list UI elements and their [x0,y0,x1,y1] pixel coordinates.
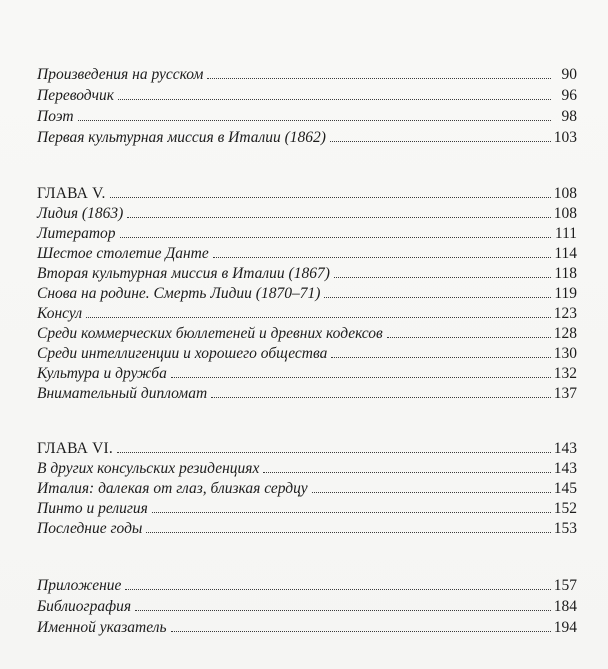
toc-entry-page: 143 [553,459,577,477]
toc-entry [37,381,577,401]
toc-entry [37,221,577,241]
toc-entry-page: 143 [553,439,577,457]
toc-entry [37,83,577,103]
toc-entry [37,573,577,593]
toc-entry-page: 111 [554,224,577,242]
toc-chapter-heading [37,436,577,456]
toc-entry-page: 96 [561,86,577,104]
toc-leader-dots [146,532,551,533]
toc-entry-page: 90 [561,65,577,83]
toc-leader-dots [125,589,551,590]
toc-leader-dots [207,78,551,79]
toc-entry-page: 132 [553,364,577,382]
toc-entry [37,261,577,281]
toc-leader-dots [135,610,551,611]
toc-entry-title: Поэт [37,107,74,125]
toc-leader-dots [263,472,551,473]
toc-entry [37,594,577,614]
toc-leader-dots [324,297,551,298]
toc-entry [37,301,577,321]
toc-entry-title: Приложение [37,576,122,594]
toc-entry-page: 184 [553,597,577,615]
toc-entry [37,241,577,261]
toc-entry-page: 153 [553,519,577,537]
toc-entry [37,281,577,301]
toc-entry-page: 157 [553,576,577,594]
toc-entry [37,125,577,145]
toc-entry-title: В других консульских резиденциях [37,459,260,477]
toc-leader-dots [120,237,551,238]
toc-entry-page: 108 [553,184,577,202]
toc-entry [37,104,577,124]
toc-leader-dots [117,452,551,453]
toc-entry-title: Вторая культурная миссия в Италии (1867) [37,264,330,282]
toc-leader-dots [118,99,551,100]
toc-leader-dots [211,397,551,398]
toc-entry [37,456,577,476]
toc-entry-title: Шестое столетие Данте [37,244,209,262]
toc-entry-page: 118 [554,264,577,282]
toc-entry [37,516,577,536]
toc-leader-dots [152,512,551,513]
toc-entry [37,201,577,221]
toc-entry-page: 103 [553,128,577,146]
toc-leader-dots [110,197,551,198]
toc-entry [37,476,577,496]
toc-entry [37,361,577,381]
toc-entry-title: Внимательный дипломат [37,384,208,402]
bleed-through-text [0,146,608,159]
toc-entry-title: Культура и дружба [37,364,167,382]
toc-entry-title: Среди интеллигенции и хорошего общества [37,344,328,362]
toc-entry-title: Консул [37,304,83,322]
toc-entry-page: 119 [554,284,577,302]
toc-leader-dots [331,357,551,358]
toc-leader-dots [213,257,551,258]
toc-leader-dots [86,317,551,318]
toc-entry-title: Именной указатель [37,618,167,636]
toc-entry-page: 137 [553,384,577,402]
toc-entry-page: 152 [553,499,577,517]
toc-entry-page: 114 [554,244,577,262]
toc-entry [37,341,577,361]
toc-entry-title: Лидия (1863) [37,204,124,222]
toc-entry [37,62,577,82]
toc-leader-dots [171,631,551,632]
toc-leader-dots [78,120,551,121]
toc-leader-dots [334,277,551,278]
toc-entry-title: Произведения на русском [37,65,204,83]
toc-entry-title: Первая культурная миссия в Италии (1862) [37,128,326,146]
toc-entry-title: Италия: далекая от глаз, близкая сердцу [37,479,308,497]
toc-entry-title: Снова на родине. Смерть Лидии (1870–71) [37,284,321,302]
toc-leader-dots [127,217,551,218]
toc-entry-title: Пинто и религия [37,499,148,517]
toc-leader-dots [387,337,551,338]
toc-chapter-title: ГЛАВА VI. [37,439,113,457]
toc-leader-dots [330,141,551,142]
toc-entry-title: Переводчик [37,86,115,104]
toc-entry-page: 123 [553,304,577,322]
toc-leader-dots [312,492,551,493]
toc-chapter-title: ГЛАВА V. [37,184,106,202]
toc-entry [37,321,577,341]
toc-entry-title: Литератор [37,224,116,242]
toc-entry-title: Среди коммерческих бюллетеней и древних кодексов [37,324,383,342]
toc-entry [37,615,577,635]
toc-entry [37,496,577,516]
toc-entry-title: Последние годы [37,519,143,537]
toc-entry-page: 108 [553,204,577,222]
toc-chapter-heading [37,181,577,201]
toc-entry-page: 128 [553,324,577,342]
toc-leader-dots [171,377,551,378]
toc-entry-page: 130 [553,344,577,362]
toc-entry-title: Библиография [37,597,132,615]
toc-entry-page: 145 [553,479,577,497]
toc-entry-page: 98 [561,107,577,125]
toc-entry-page: 194 [553,618,577,636]
